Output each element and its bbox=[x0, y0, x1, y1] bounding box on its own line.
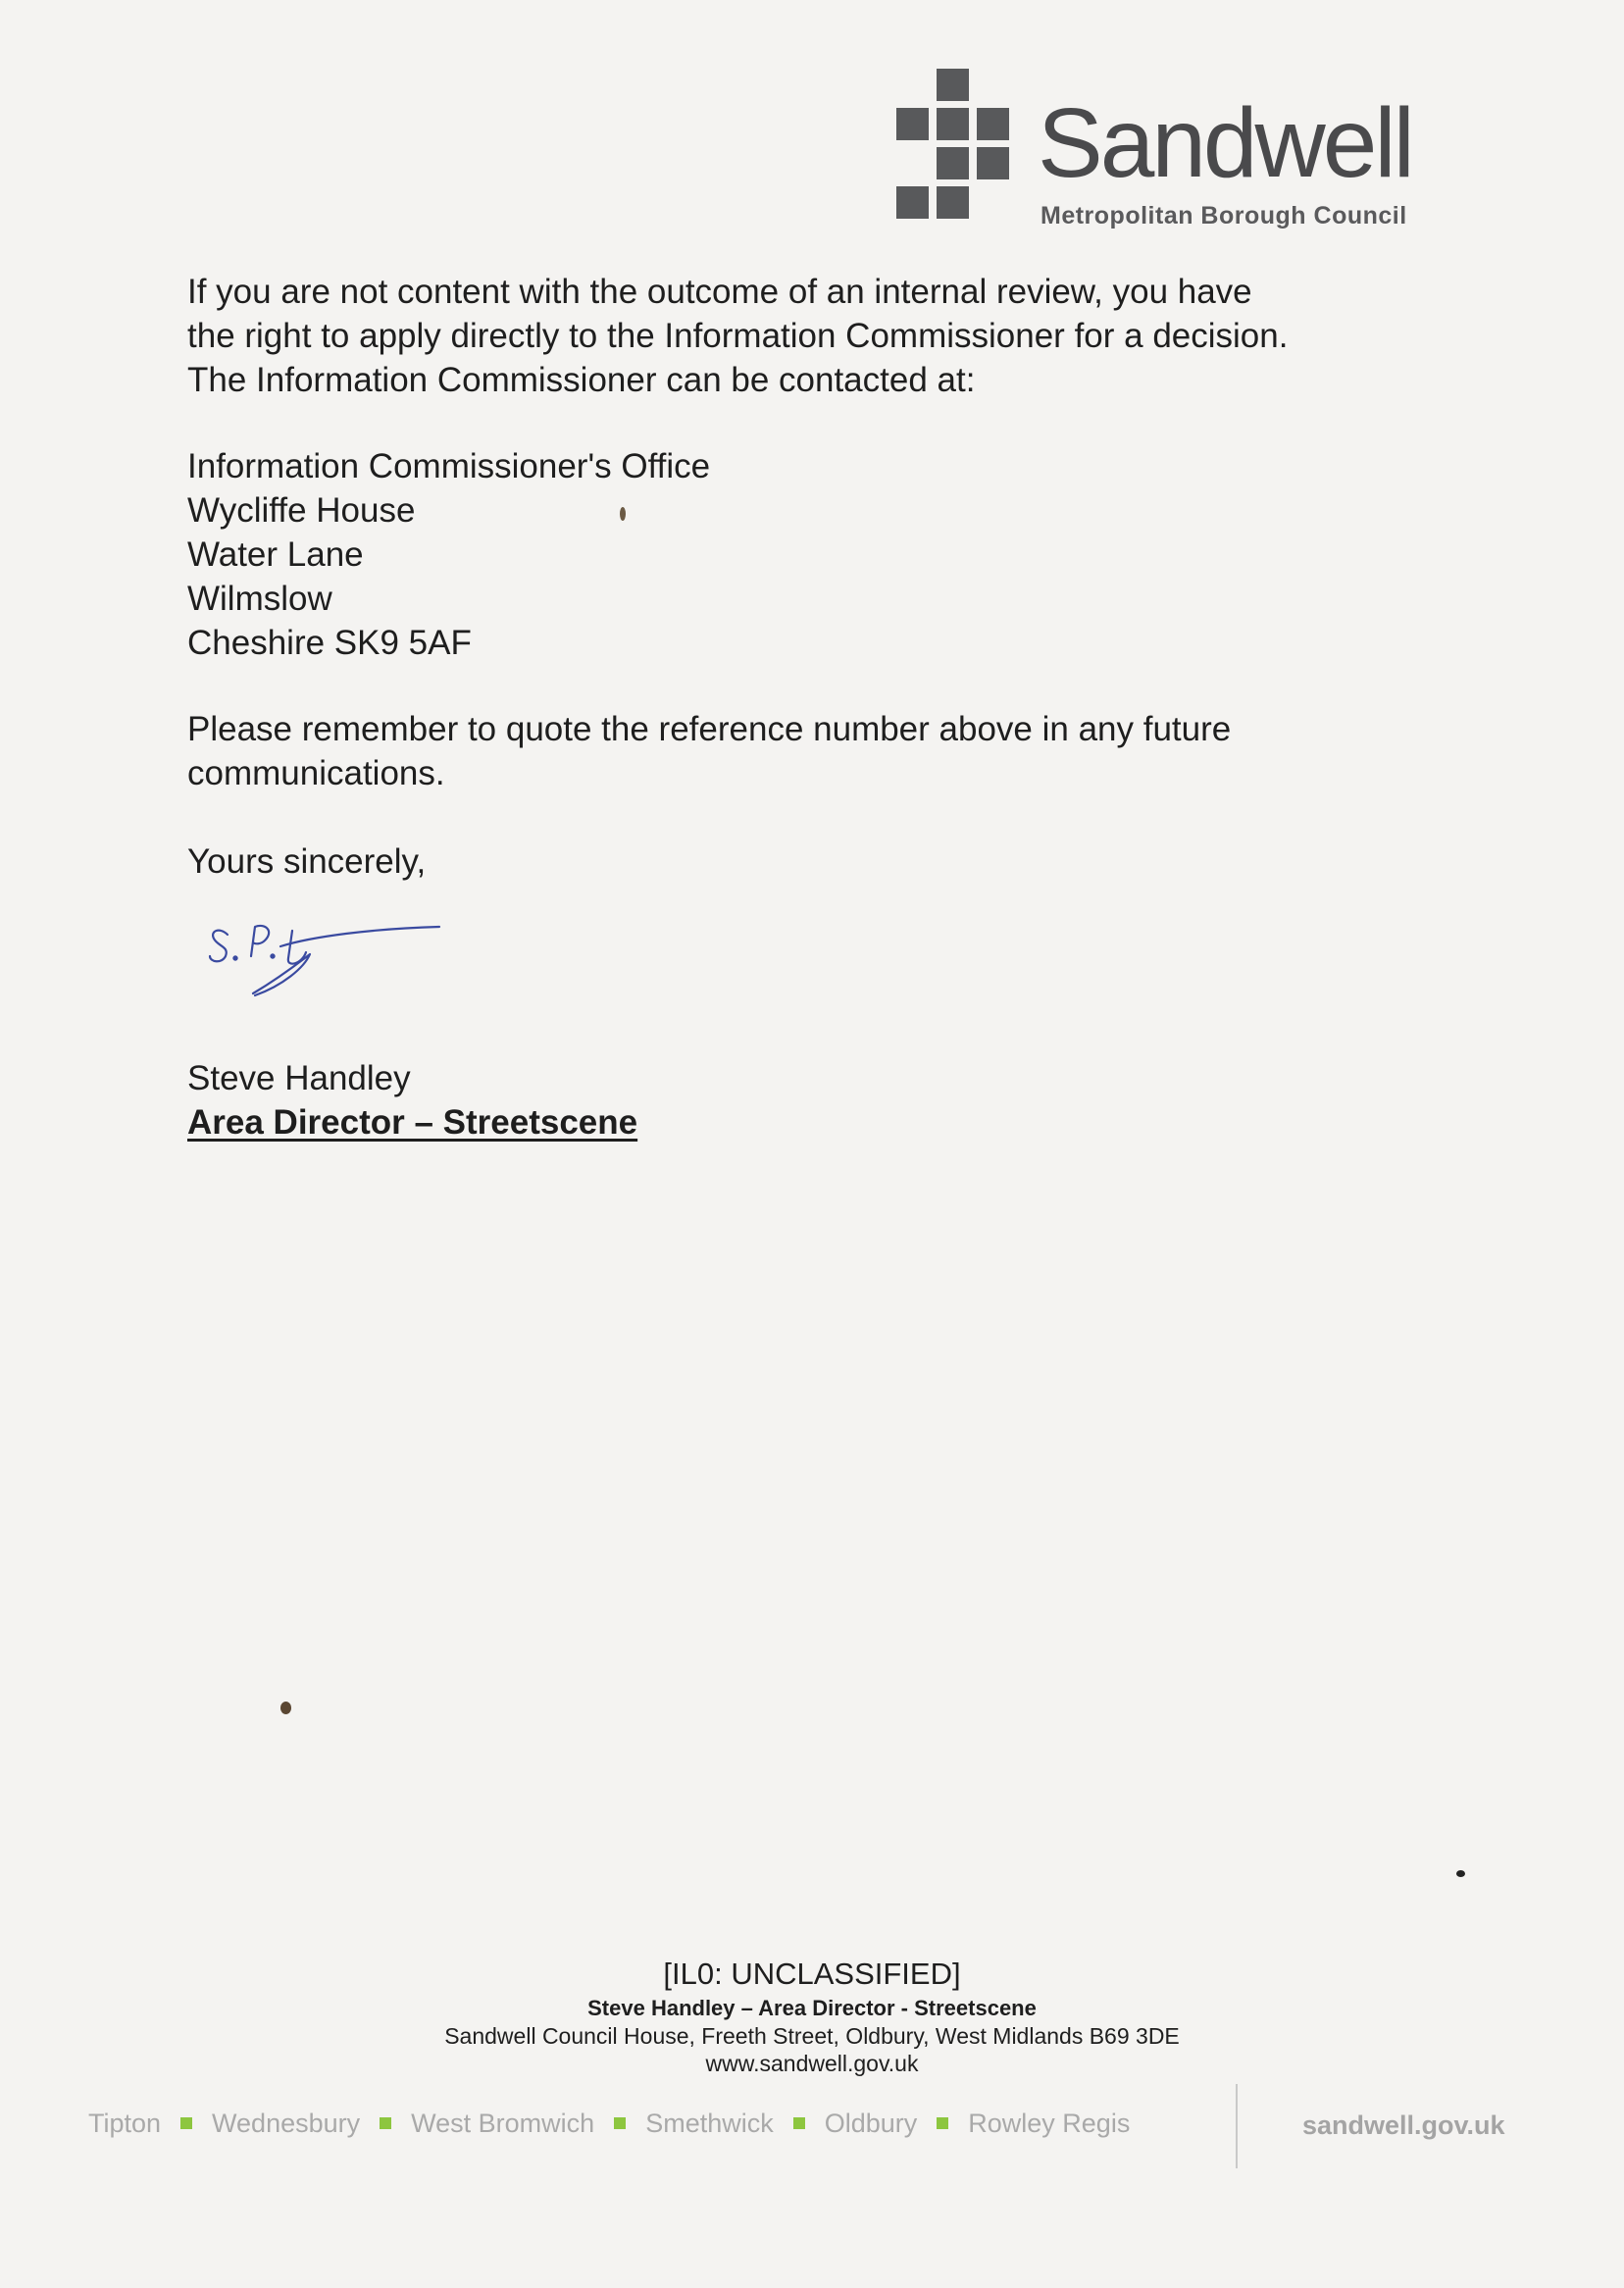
footer-website: www.sandwell.gov.uk bbox=[705, 2051, 919, 2076]
review-paragraph bbox=[187, 270, 1462, 402]
town-name: Smethwick bbox=[645, 2109, 774, 2138]
paper-speck bbox=[1456, 1870, 1465, 1877]
paper-speck bbox=[620, 507, 626, 521]
address-line: Cheshire SK9 5AF bbox=[187, 624, 472, 662]
green-square-icon bbox=[793, 2117, 805, 2129]
review-line: If you are not content with the outcome of an internal review, you have bbox=[187, 273, 1252, 311]
address-line: Information Commissioner's Office bbox=[187, 447, 711, 485]
commissioner-address bbox=[187, 444, 1462, 665]
town-name: Wednesbury bbox=[212, 2109, 361, 2138]
classification-label: [IL0: UNCLASSIFIED] bbox=[663, 1957, 961, 1991]
address-line: Wilmslow bbox=[187, 580, 332, 618]
town-name: West Bromwich bbox=[411, 2109, 595, 2138]
logo-subtitle: Metropolitan Borough Council bbox=[1040, 202, 1407, 229]
reference-line: Please remember to quote the reference number above in any future bbox=[187, 710, 1232, 748]
footer-site-link: sandwell.gov.uk bbox=[1302, 2110, 1505, 2140]
footer-divider bbox=[1236, 2084, 1238, 2168]
signatory bbox=[187, 1056, 1462, 1100]
review-line: the right to apply directly to the Information Commissioner for a decision. bbox=[187, 317, 1289, 355]
town-name: Rowley Regis bbox=[968, 2109, 1131, 2138]
green-square-icon bbox=[380, 2117, 391, 2129]
signatory-role: Area Director – Streetscene bbox=[187, 1103, 638, 1142]
footer-address: Sandwell Council House, Freeth Street, Oldbury, West Midlands B69 3DE bbox=[444, 2023, 1180, 2049]
green-square-icon bbox=[937, 2117, 948, 2129]
reference-paragraph bbox=[187, 707, 1462, 795]
handwritten-signature bbox=[204, 917, 449, 1005]
towns-strip bbox=[88, 2107, 1130, 2140]
closing bbox=[187, 839, 1462, 884]
green-square-icon bbox=[614, 2117, 626, 2129]
address-line: Wycliffe House bbox=[187, 491, 416, 530]
reference-line: communications. bbox=[187, 754, 445, 792]
closing-text: Yours sincerely, bbox=[187, 842, 427, 881]
paper-speck bbox=[280, 1702, 291, 1714]
sandwell-logo-mark-icon bbox=[896, 69, 1009, 226]
green-square-icon bbox=[180, 2117, 192, 2129]
sandwell-logo bbox=[896, 69, 1485, 235]
town-name: Tipton bbox=[88, 2109, 162, 2138]
logo-name: Sandwell bbox=[1038, 88, 1412, 198]
town-name: Oldbury bbox=[824, 2109, 918, 2138]
signatory-name: Steve Handley bbox=[187, 1059, 411, 1097]
review-line: The Information Commissioner can be contacted at: bbox=[187, 361, 976, 399]
address-line: Water Lane bbox=[187, 535, 364, 574]
footer-name: Steve Handley – Area Director - Streetscene bbox=[587, 1996, 1037, 2020]
